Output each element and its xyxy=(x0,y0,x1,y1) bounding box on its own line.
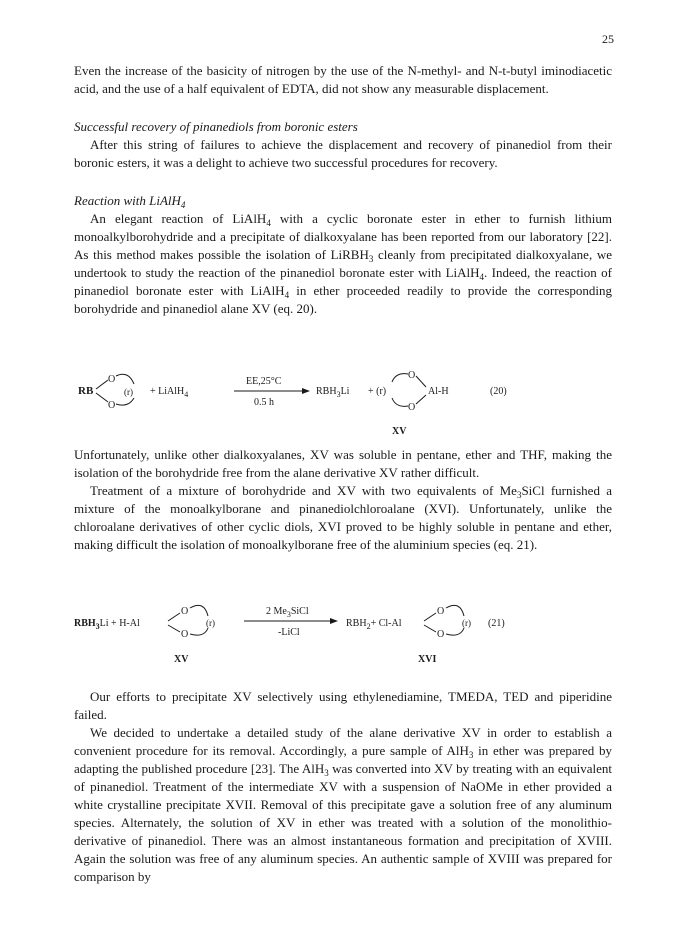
eq20-label: (20) xyxy=(490,386,507,397)
text-run: with a cyclic boronate ester in ether to furnish lithium monoalkylborohydride and a precipitate of dialkoxyalane has been reported from our laboratory [22]. As this method makes possible the isolation of LiRBH xyxy=(74,211,613,262)
eq21-o-bot: O xyxy=(181,629,189,640)
eq21-reactant-sub: 3 xyxy=(95,622,100,631)
text-run: in ether proceeded readily to provide the corresponding borohydride and pinanediol alane XV (eq. 20). xyxy=(74,283,612,316)
eq21-prod-o-bot: O xyxy=(437,629,445,640)
eq20-bond xyxy=(96,380,108,389)
eq21-cond-sub: 3 xyxy=(286,610,291,619)
eq21-condition-bot: -LiCl xyxy=(278,627,300,638)
eq20-lialh4-text: + LiAlH xyxy=(150,386,185,397)
text-block-top xyxy=(74,62,612,318)
eq20-lialh4-sub: 4 xyxy=(184,390,189,399)
eq20-bond xyxy=(416,395,426,404)
paragraph-solubility: Unfortunately, unlike other dialkoxyalanes, XV was soluble in pentane, ether and THF, making the isolation of the borohydride free from the alane derivative XV rather difficult. xyxy=(74,447,612,480)
eq20-condition-bot: 0.5 h xyxy=(254,397,274,408)
eq21-arrow-head xyxy=(330,618,338,624)
paragraph-me3sicl xyxy=(74,482,612,554)
eq21-product-sub: 2 xyxy=(366,622,371,631)
eq21-ring2-arc xyxy=(446,605,464,616)
eq20-bond xyxy=(96,393,108,402)
eq20-rb: RB xyxy=(78,385,94,397)
eq21-bond xyxy=(168,625,180,632)
eq21-reactant xyxy=(74,618,140,631)
eq20-alh: Al-H xyxy=(428,386,449,397)
text-run: in ether was prepared by adapting the published procedure [23]. The AlH xyxy=(74,743,612,776)
eq20-product1-sub: 3 xyxy=(336,390,341,399)
subscript: 3 xyxy=(368,254,374,264)
equation-20 xyxy=(74,362,614,440)
eq20-product1-text: RBH xyxy=(316,386,337,397)
eq20-bond xyxy=(416,376,426,387)
eq21-ring-r: (r) xyxy=(206,618,215,628)
subscript: 4 xyxy=(284,290,290,300)
subscript: 4 xyxy=(479,272,485,282)
text-run: SiCl furnished a mixture of the monoalkylborane and pinanediolchloroalane (XVI). Unfortunately, unlike the chloroalane derivatives of other cyclic diols, XVI proved to be highly soluble in pentane and ether, making difficult the isolation of monoalkylborane free of the aluminium species (eq. 21). xyxy=(74,483,612,552)
eq21-compound2-label: XVI xyxy=(418,654,437,665)
eq20-compound-label: XV xyxy=(392,426,407,437)
eq21-bond xyxy=(168,613,180,621)
eq21-product xyxy=(346,618,402,631)
text-block-middle xyxy=(74,446,612,554)
eq20-arrow-head xyxy=(302,388,310,394)
eq20-o-bot: O xyxy=(108,400,116,411)
eq21-compound1-label: XV xyxy=(174,654,189,665)
eq20-plus-r: + (r) xyxy=(368,386,387,397)
eq20-lialh4 xyxy=(150,386,188,399)
eq21-ring-arc xyxy=(190,628,208,635)
paragraph-lialh4-reaction xyxy=(74,210,612,318)
eq21-o-top: O xyxy=(181,606,189,617)
eq20-product1 xyxy=(316,386,350,399)
text-run: cleanly from precipitated dialkoxyalane, we undertook to study the reaction of the pinanediol boronate ester with LiAlH xyxy=(74,247,612,280)
eq20-ring2-arc xyxy=(392,398,408,406)
eq20-ring-arc xyxy=(116,398,134,405)
text-run: . Indeed, the reaction of pinanediol boronate ester with LiAlH xyxy=(74,265,612,298)
text-run: We decided to undertake a detailed study of the alane derivative XV in order to establish a convenient procedure for its removal. Accordingly, a pure sample of AlH xyxy=(74,725,612,758)
eq21-ring2-r: (r) xyxy=(462,618,471,628)
text-run: was converted into XV by treating with an equivalent of pinanediol. Treatment of the intermediate XV with a suspension of NaOMe in ether provided a white crystalline precipitate XVII. Removal of this precipitate gave a solution free of any aluminum species. Alternately, the solution of XV in ether was treated with a solution of the monolithio-derivative of pinanediol. There was an almost instantaneous formation and precipitation of XVIII. Again the solution was free of any aluminum species. An authentic sample of XVIII was prepared for comparison by xyxy=(74,761,612,884)
eq21-bond xyxy=(424,625,436,632)
eq20-o-top: O xyxy=(108,374,116,385)
eq20-ring-arc xyxy=(116,374,134,384)
eq21-cond-text: 2 Me xyxy=(266,606,287,617)
text-block-bottom xyxy=(74,688,612,886)
subscript: 4 xyxy=(266,218,271,228)
eq21-prod-o-top: O xyxy=(437,606,445,617)
text-run: An elegant reaction of LiAlH xyxy=(90,211,267,226)
heading-text: Reaction with LiAlH xyxy=(74,193,181,208)
eq21-condition-top xyxy=(266,606,309,619)
subscript: 3 xyxy=(468,750,474,760)
eq21-label: (21) xyxy=(488,618,505,629)
eq21-bond xyxy=(424,613,436,621)
paragraph-recovery: After this string of failures to achieve the displacement and recovery of pinanediol from their boronic esters, it was a delight to achieve two successful procedures for recovery. xyxy=(74,137,612,170)
paragraph-alane-study xyxy=(74,724,612,886)
eq21-product-end: + Cl-Al xyxy=(370,618,402,629)
text-run: Treatment of a mixture of borohydride and XV with two equivalents of Me xyxy=(90,483,517,498)
eq20-condition-top: EE,25°C xyxy=(246,376,282,387)
eq20-ring2-o-top: O xyxy=(408,370,416,381)
eq21-reactant-end: Li + H-Al xyxy=(99,618,140,629)
eq20-product1-end: Li xyxy=(340,386,350,397)
eq21-ring2-arc xyxy=(446,628,464,635)
equation-21 xyxy=(74,586,614,668)
subscript: 3 xyxy=(516,490,522,500)
eq20-ring2-arc xyxy=(392,374,408,382)
eq21-cond-end: SiCl xyxy=(290,606,309,617)
paragraph-basicity: Even the increase of the basicity of nitrogen by the use of the N-methyl- and N-t-butyl iminodiacetic acid, and the use of a half equivalent of EDTA, did not show any measurable displacement. xyxy=(74,63,612,96)
eq21-ring-arc xyxy=(190,605,208,616)
subscript: 3 xyxy=(324,768,329,778)
eq20-ring2-o-bot: O xyxy=(408,402,416,413)
section-heading-recovery: Successful recovery of pinanediols from boronic esters xyxy=(74,119,358,134)
eq21-reactant-text: RBH xyxy=(74,618,96,629)
eq20-ring-r: (r) xyxy=(124,387,133,397)
page-number: 25 xyxy=(602,32,614,46)
heading-subscript: 4 xyxy=(180,200,186,210)
eq21-product-text: RBH xyxy=(346,618,367,629)
paragraph-precipitation-failed: Our efforts to precipitate XV selectively using ethylenediamine, TMEDA, TED and piperidine failed. xyxy=(74,689,612,722)
section-heading-lialh4 xyxy=(74,192,612,210)
